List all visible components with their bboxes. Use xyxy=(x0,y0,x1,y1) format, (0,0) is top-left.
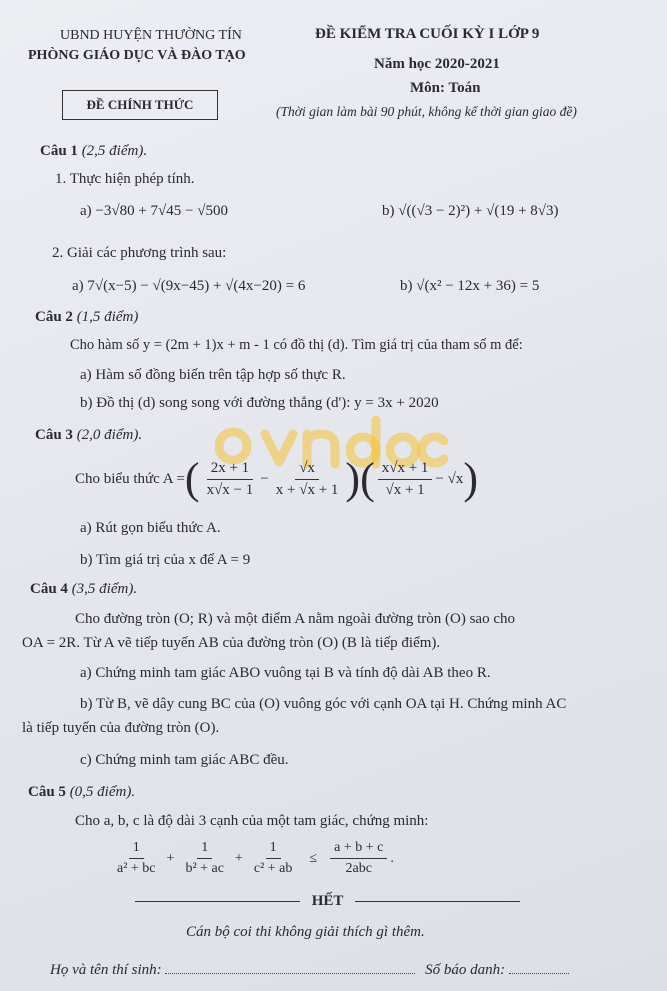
q2-a: a) Hàm số đồng biến trên tập hợp số thực R. xyxy=(80,367,346,383)
q1-part1-a: a) −3√80 + 7√45 − √500 xyxy=(80,203,228,219)
denominator: a² + bc xyxy=(117,861,156,876)
denominator: x + √x + 1 xyxy=(275,481,339,498)
q5-intro: Cho a, b, c là độ dài 3 cạnh của một tam giác, chứng minh: xyxy=(75,813,429,829)
q2-intro: Cho hàm số y = (2m + 1)x + m - 1 có đồ thị (d). Tìm giá trị của tham số m để: xyxy=(70,337,523,353)
denominator: c² + ab xyxy=(253,861,293,876)
denominator: 2abc xyxy=(345,861,372,876)
proctor-note: Cán bộ coi thi không giải thích gì thêm. xyxy=(186,924,425,940)
id-label: Số báo danh: xyxy=(425,962,506,978)
q2-title: Câu 2 xyxy=(35,309,73,325)
period: . xyxy=(390,850,394,866)
q2-b: b) Đồ thị (d) song song với đường thẳng (d'): y = 3x + 2020 xyxy=(80,395,439,411)
q4-c: c) Chứng minh tam giác ABC đều. xyxy=(80,752,289,768)
q5-fraction-rhs xyxy=(330,840,387,877)
q5-fraction-3 xyxy=(250,840,297,877)
denominator: b² + ac xyxy=(185,861,224,876)
q3-points: (2,0 điểm). xyxy=(76,427,143,443)
q1-part1: 1. Thực hiện phép tính. xyxy=(55,171,195,187)
leq-sign: ≤ xyxy=(309,850,318,866)
official-label: ĐỀ CHÍNH THỨC xyxy=(86,97,194,112)
q5-inequality xyxy=(110,840,394,877)
q1-part2-a: a) 7√(x−5) − √(9x−45) + √(4x−20) = 6 xyxy=(72,278,306,294)
q4-b-1: b) Từ B, vẽ dây cung BC của (O) vuông góc với cạnh OA tại H. Chứng minh AC xyxy=(80,696,567,712)
org-line-1: UBND HUYỆN THƯỜNG TÍN xyxy=(60,28,242,43)
q5-fraction-1 xyxy=(113,840,160,877)
plus-sign: + xyxy=(166,850,175,866)
subject: Môn: Toán xyxy=(410,80,481,96)
question-5-heading xyxy=(28,784,135,801)
q1-points: (2,5 điểm). xyxy=(81,143,148,159)
school-year: Năm học 2020-2021 xyxy=(374,56,500,72)
q2-points: (1,5 điểm) xyxy=(76,309,139,325)
q3-tail: − √x xyxy=(435,470,464,487)
q4-a: a) Chứng minh tam giác ABO vuông tại B và tính độ dài AB theo R. xyxy=(80,665,491,681)
candidate-info xyxy=(50,962,569,979)
q3-fraction-1 xyxy=(203,460,258,499)
paren-close: ) xyxy=(345,454,361,503)
q4-title: Câu 4 xyxy=(30,581,68,597)
denominator: x√x − 1 xyxy=(206,481,254,498)
end-label: HẾT xyxy=(311,893,344,909)
numerator: a + b + c xyxy=(330,840,387,859)
end-marker xyxy=(135,893,520,910)
q3-b: b) Tìm giá trị của x để A = 9 xyxy=(80,552,251,568)
q1-part1-b: b) √((√3 − 2)²) + √(19 + 8√3) xyxy=(382,203,559,219)
question-4-heading xyxy=(30,581,137,598)
numerator: √x xyxy=(295,460,319,480)
plus-sign: + xyxy=(234,850,243,866)
q3-a: a) Rút gọn biểu thức A. xyxy=(80,520,221,536)
question-2-heading xyxy=(35,309,138,326)
divider-left xyxy=(135,901,300,902)
q3-title: Câu 3 xyxy=(35,427,73,443)
q5-points: (0,5 điểm). xyxy=(69,784,136,800)
time-note: (Thời gian làm bài 90 phút, không kể thời gian giao đề) xyxy=(276,104,577,119)
q3-intro: Cho biểu thức A = xyxy=(75,470,185,487)
paren-open: ( xyxy=(184,454,200,503)
paren-close: ) xyxy=(463,454,479,503)
q5-title: Câu 5 xyxy=(28,784,66,800)
q4-points: (3,5 điểm). xyxy=(71,581,138,597)
numerator: 1 xyxy=(129,840,144,859)
exam-title: ĐỀ KIỂM TRA CUỐI KỲ I LỚP 9 xyxy=(315,26,540,42)
numerator: 2x + 1 xyxy=(207,460,253,480)
q1-part2-b: b) √(x² − 12x + 36) = 5 xyxy=(400,278,540,294)
q4-intro-2: OA = 2R. Từ A vẽ tiếp tuyến AB của đường tròn (O) (B là tiếp điểm). xyxy=(22,635,441,651)
numerator: 1 xyxy=(266,840,281,859)
numerator: 1 xyxy=(197,840,212,859)
id-blank xyxy=(509,973,569,974)
denominator: √x + 1 xyxy=(385,481,425,498)
question-1-heading xyxy=(40,143,147,160)
name-label: Họ và tên thí sinh: xyxy=(50,962,162,978)
q4-b-2: là tiếp tuyến của đường tròn (O). xyxy=(22,720,220,736)
official-badge xyxy=(62,90,218,120)
q1-title: Câu 1 xyxy=(40,143,78,159)
q3-expression xyxy=(75,454,478,504)
q1-part2: 2. Giải các phương trình sau: xyxy=(52,245,227,261)
question-3-heading xyxy=(35,427,142,444)
q3-fraction-2 xyxy=(272,460,343,499)
divider-right xyxy=(355,901,520,902)
paren-open: ( xyxy=(360,454,375,503)
org-line-2: PHÒNG GIÁO DỤC VÀ ĐÀO TẠO xyxy=(28,48,246,63)
q4-intro-1: Cho đường tròn (O; R) và một điểm A nằm ngoài đường tròn (O) sao cho xyxy=(75,611,515,627)
numerator: x√x + 1 xyxy=(378,460,433,480)
name-blank xyxy=(165,973,415,974)
q5-fraction-2 xyxy=(181,840,228,877)
q3-fraction-3 xyxy=(378,460,433,499)
minus-sign: − xyxy=(260,470,269,487)
